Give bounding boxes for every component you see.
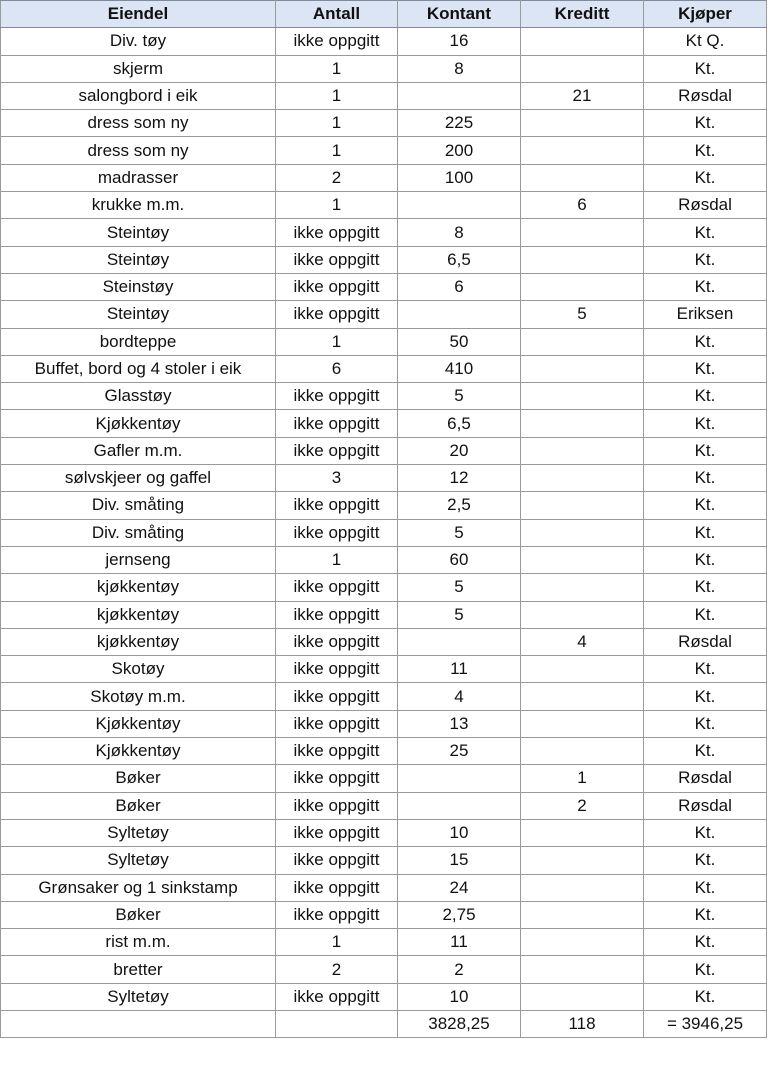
- cell-eiendel: bretter: [1, 956, 276, 983]
- header-antall: Antall: [276, 1, 398, 28]
- cell-kontant: 225: [398, 110, 521, 137]
- cell-kontant: [398, 765, 521, 792]
- table-row: [1, 519, 767, 546]
- cell-kreditt: [521, 465, 644, 492]
- cell-antall: 1: [276, 137, 398, 164]
- cell-kreditt: [521, 738, 644, 765]
- cell-kjoper: Kt.: [644, 574, 767, 601]
- header-kreditt: Kreditt: [521, 1, 644, 28]
- table-row: [1, 765, 767, 792]
- cell-eiendel: Grønsaker og 1 sinkstamp: [1, 874, 276, 901]
- cell-kjoper: Kt.: [644, 273, 767, 300]
- header-row: [1, 1, 767, 28]
- cell-antall: ikke oppgitt: [276, 519, 398, 546]
- cell-kreditt: [521, 847, 644, 874]
- cell-eiendel: kjøkkentøy: [1, 601, 276, 628]
- cell-antall: ikke oppgitt: [276, 246, 398, 273]
- cell-eiendel: Steintøy: [1, 301, 276, 328]
- cell-kjoper: Kt.: [644, 710, 767, 737]
- table-row: [1, 901, 767, 928]
- cell-kontant: 5: [398, 574, 521, 601]
- cell-eiendel: bordteppe: [1, 328, 276, 355]
- table-footer: [1, 1010, 767, 1037]
- cell-kontant: 16: [398, 28, 521, 55]
- cell-eiendel: skjerm: [1, 55, 276, 82]
- cell-antall: 1: [276, 328, 398, 355]
- cell-kontant: [398, 301, 521, 328]
- cell-eiendel: Syltetøy: [1, 819, 276, 846]
- table-row: [1, 55, 767, 82]
- table-row: [1, 328, 767, 355]
- cell-kreditt: [521, 410, 644, 437]
- cell-antall: 1: [276, 929, 398, 956]
- table-row: [1, 929, 767, 956]
- cell-antall: ikke oppgitt: [276, 383, 398, 410]
- cell-kjoper: Kt.: [644, 437, 767, 464]
- cell-eiendel: Div. småting: [1, 492, 276, 519]
- cell-antall: ikke oppgitt: [276, 819, 398, 846]
- cell-antall: ikke oppgitt: [276, 219, 398, 246]
- cell-antall: ikke oppgitt: [276, 710, 398, 737]
- cell-kjoper: Kt.: [644, 164, 767, 191]
- table-row: [1, 956, 767, 983]
- cell-kreditt: [521, 164, 644, 191]
- cell-kjoper: Kt.: [644, 956, 767, 983]
- cell-kreditt: [521, 383, 644, 410]
- cell-eiendel: Bøker: [1, 792, 276, 819]
- table-row: [1, 792, 767, 819]
- cell-antall: 3: [276, 465, 398, 492]
- cell-kontant: 410: [398, 355, 521, 382]
- table-row: [1, 656, 767, 683]
- cell-kreditt: [521, 437, 644, 464]
- cell-eiendel: Syltetøy: [1, 983, 276, 1010]
- cell-kjoper: Kt.: [644, 137, 767, 164]
- cell-kreditt: [521, 273, 644, 300]
- cell-antall: 1: [276, 192, 398, 219]
- cell-kreditt: [521, 656, 644, 683]
- table-row: [1, 710, 767, 737]
- cell-antall: 1: [276, 55, 398, 82]
- cell-kreditt: 21: [521, 82, 644, 109]
- cell-kontant: [398, 192, 521, 219]
- total-antall: [276, 1010, 398, 1037]
- cell-eiendel: Syltetøy: [1, 847, 276, 874]
- cell-kjoper: Røsdal: [644, 192, 767, 219]
- total-kreditt: 118: [521, 1010, 644, 1037]
- cell-kontant: 4: [398, 683, 521, 710]
- cell-kreditt: [521, 819, 644, 846]
- table-body: [1, 28, 767, 1011]
- cell-kontant: 6,5: [398, 246, 521, 273]
- cell-kreditt: [521, 956, 644, 983]
- cell-eiendel: Kjøkkentøy: [1, 738, 276, 765]
- cell-eiendel: Steintøy: [1, 246, 276, 273]
- cell-kjoper: Røsdal: [644, 765, 767, 792]
- cell-kjoper: Kt.: [644, 819, 767, 846]
- cell-kontant: 10: [398, 819, 521, 846]
- cell-kontant: 12: [398, 465, 521, 492]
- header-eiendel: Eiendel: [1, 1, 276, 28]
- header-kjoper: Kjøper: [644, 1, 767, 28]
- cell-kreditt: [521, 328, 644, 355]
- table-row: [1, 28, 767, 55]
- cell-eiendel: Div. tøy: [1, 28, 276, 55]
- cell-kreditt: [521, 601, 644, 628]
- cell-antall: ikke oppgitt: [276, 656, 398, 683]
- cell-kreditt: [521, 28, 644, 55]
- cell-kreditt: [521, 874, 644, 901]
- table-row: [1, 546, 767, 573]
- cell-antall: ikke oppgitt: [276, 601, 398, 628]
- cell-kontant: 2,75: [398, 901, 521, 928]
- table-row: [1, 683, 767, 710]
- cell-kontant: 50: [398, 328, 521, 355]
- cell-kjoper: Kt.: [644, 355, 767, 382]
- cell-kontant: 100: [398, 164, 521, 191]
- cell-antall: ikke oppgitt: [276, 683, 398, 710]
- total-kontant: 3828,25: [398, 1010, 521, 1037]
- cell-kreditt: [521, 246, 644, 273]
- cell-kreditt: [521, 137, 644, 164]
- cell-kjoper: Kt.: [644, 847, 767, 874]
- cell-kontant: [398, 792, 521, 819]
- cell-kreditt: 6: [521, 192, 644, 219]
- cell-eiendel: Skotøy: [1, 656, 276, 683]
- table-row: [1, 738, 767, 765]
- cell-eiendel: Glasstøy: [1, 383, 276, 410]
- cell-kjoper: Kt Q.: [644, 28, 767, 55]
- cell-kontant: 11: [398, 929, 521, 956]
- cell-antall: ikke oppgitt: [276, 628, 398, 655]
- cell-kjoper: Kt.: [644, 492, 767, 519]
- cell-eiendel: dress som ny: [1, 137, 276, 164]
- cell-kreditt: [521, 710, 644, 737]
- table-row: [1, 410, 767, 437]
- cell-kontant: 8: [398, 55, 521, 82]
- cell-antall: ikke oppgitt: [276, 574, 398, 601]
- cell-eiendel: Steintøy: [1, 219, 276, 246]
- cell-kreditt: [521, 355, 644, 382]
- cell-kontant: 8: [398, 219, 521, 246]
- cell-kontant: 25: [398, 738, 521, 765]
- cell-kontant: 15: [398, 847, 521, 874]
- cell-eiendel: sølvskjeer og gaffel: [1, 465, 276, 492]
- cell-eiendel: krukke m.m.: [1, 192, 276, 219]
- cell-kontant: [398, 628, 521, 655]
- cell-kjoper: Kt.: [644, 465, 767, 492]
- cell-kontant: 2,5: [398, 492, 521, 519]
- cell-kjoper: Kt.: [644, 656, 767, 683]
- cell-antall: ikke oppgitt: [276, 410, 398, 437]
- cell-kontant: 10: [398, 983, 521, 1010]
- table-row: [1, 574, 767, 601]
- cell-kreditt: [521, 546, 644, 573]
- cell-antall: ikke oppgitt: [276, 738, 398, 765]
- cell-kreditt: 5: [521, 301, 644, 328]
- cell-eiendel: kjøkkentøy: [1, 628, 276, 655]
- total-kjoper: = 3946,25: [644, 1010, 767, 1037]
- table-row: [1, 192, 767, 219]
- cell-kreditt: [521, 574, 644, 601]
- cell-eiendel: salongbord i eik: [1, 82, 276, 109]
- cell-eiendel: dress som ny: [1, 110, 276, 137]
- cell-kreditt: [521, 110, 644, 137]
- table-row: [1, 164, 767, 191]
- cell-kjoper: Kt.: [644, 110, 767, 137]
- cell-kreditt: [521, 901, 644, 928]
- cell-kjoper: Kt.: [644, 410, 767, 437]
- cell-eiendel: Div. småting: [1, 519, 276, 546]
- cell-antall: ikke oppgitt: [276, 792, 398, 819]
- cell-eiendel: Gafler m.m.: [1, 437, 276, 464]
- table-row: [1, 601, 767, 628]
- cell-kreditt: [521, 683, 644, 710]
- cell-kontant: 5: [398, 519, 521, 546]
- cell-kjoper: Kt.: [644, 55, 767, 82]
- cell-kreditt: [521, 55, 644, 82]
- cell-antall: 1: [276, 546, 398, 573]
- cell-eiendel: kjøkkentøy: [1, 574, 276, 601]
- cell-antall: ikke oppgitt: [276, 874, 398, 901]
- cell-eiendel: jernseng: [1, 546, 276, 573]
- cell-kjoper: Kt.: [644, 246, 767, 273]
- cell-kjoper: Kt.: [644, 929, 767, 956]
- cell-kjoper: Kt.: [644, 383, 767, 410]
- cell-antall: 1: [276, 110, 398, 137]
- cell-eiendel: Kjøkkentøy: [1, 410, 276, 437]
- cell-antall: ikke oppgitt: [276, 765, 398, 792]
- total-eiendel: [1, 1010, 276, 1037]
- cell-antall: 6: [276, 355, 398, 382]
- cell-kjoper: Kt.: [644, 901, 767, 928]
- cell-antall: 2: [276, 956, 398, 983]
- cell-kreditt: [521, 929, 644, 956]
- totals-row: [1, 1010, 767, 1037]
- cell-antall: 1: [276, 82, 398, 109]
- cell-kjoper: Røsdal: [644, 82, 767, 109]
- cell-kreditt: 1: [521, 765, 644, 792]
- cell-kjoper: Røsdal: [644, 792, 767, 819]
- cell-kontant: 24: [398, 874, 521, 901]
- table-header: [1, 1, 767, 28]
- cell-kjoper: Kt.: [644, 874, 767, 901]
- cell-kontant: 13: [398, 710, 521, 737]
- table-row: [1, 246, 767, 273]
- cell-eiendel: Bøker: [1, 901, 276, 928]
- cell-kjoper: Kt.: [644, 519, 767, 546]
- cell-kontant: 200: [398, 137, 521, 164]
- cell-eiendel: rist m.m.: [1, 929, 276, 956]
- cell-kreditt: [521, 983, 644, 1010]
- cell-kontant: [398, 82, 521, 109]
- table-row: [1, 219, 767, 246]
- cell-eiendel: Bøker: [1, 765, 276, 792]
- cell-kjoper: Kt.: [644, 601, 767, 628]
- cell-kjoper: Kt.: [644, 219, 767, 246]
- cell-kreditt: [521, 492, 644, 519]
- table-row: [1, 437, 767, 464]
- header-kontant: Kontant: [398, 1, 521, 28]
- cell-antall: ikke oppgitt: [276, 437, 398, 464]
- table-row: [1, 82, 767, 109]
- cell-eiendel: madrasser: [1, 164, 276, 191]
- cell-kontant: 2: [398, 956, 521, 983]
- cell-kjoper: Røsdal: [644, 628, 767, 655]
- table-row: [1, 874, 767, 901]
- table-row: [1, 819, 767, 846]
- cell-eiendel: Kjøkkentøy: [1, 710, 276, 737]
- cell-kjoper: Eriksen: [644, 301, 767, 328]
- cell-antall: ikke oppgitt: [276, 301, 398, 328]
- cell-antall: 2: [276, 164, 398, 191]
- table-row: [1, 465, 767, 492]
- cell-kjoper: Kt.: [644, 738, 767, 765]
- cell-eiendel: Steinstøy: [1, 273, 276, 300]
- table-row: [1, 383, 767, 410]
- table-row: [1, 110, 767, 137]
- cell-kjoper: Kt.: [644, 983, 767, 1010]
- table-row: [1, 847, 767, 874]
- cell-kjoper: Kt.: [644, 683, 767, 710]
- cell-kjoper: Kt.: [644, 328, 767, 355]
- table-row: [1, 628, 767, 655]
- cell-kontant: 11: [398, 656, 521, 683]
- cell-kontant: 20: [398, 437, 521, 464]
- cell-antall: ikke oppgitt: [276, 492, 398, 519]
- cell-kreditt: [521, 219, 644, 246]
- cell-kreditt: 2: [521, 792, 644, 819]
- table-row: [1, 273, 767, 300]
- table-row: [1, 492, 767, 519]
- cell-eiendel: Buffet, bord og 4 stoler i eik: [1, 355, 276, 382]
- cell-kreditt: 4: [521, 628, 644, 655]
- cell-antall: ikke oppgitt: [276, 983, 398, 1010]
- table-row: [1, 301, 767, 328]
- cell-kjoper: Kt.: [644, 546, 767, 573]
- cell-kontant: 6,5: [398, 410, 521, 437]
- table-row: [1, 983, 767, 1010]
- table-row: [1, 137, 767, 164]
- cell-kontant: 5: [398, 383, 521, 410]
- cell-kreditt: [521, 519, 644, 546]
- cell-kontant: 5: [398, 601, 521, 628]
- cell-antall: ikke oppgitt: [276, 847, 398, 874]
- cell-antall: ikke oppgitt: [276, 28, 398, 55]
- cell-eiendel: Skotøy m.m.: [1, 683, 276, 710]
- cell-kontant: 6: [398, 273, 521, 300]
- cell-antall: ikke oppgitt: [276, 273, 398, 300]
- cell-antall: ikke oppgitt: [276, 901, 398, 928]
- cell-kontant: 60: [398, 546, 521, 573]
- table-row: [1, 355, 767, 382]
